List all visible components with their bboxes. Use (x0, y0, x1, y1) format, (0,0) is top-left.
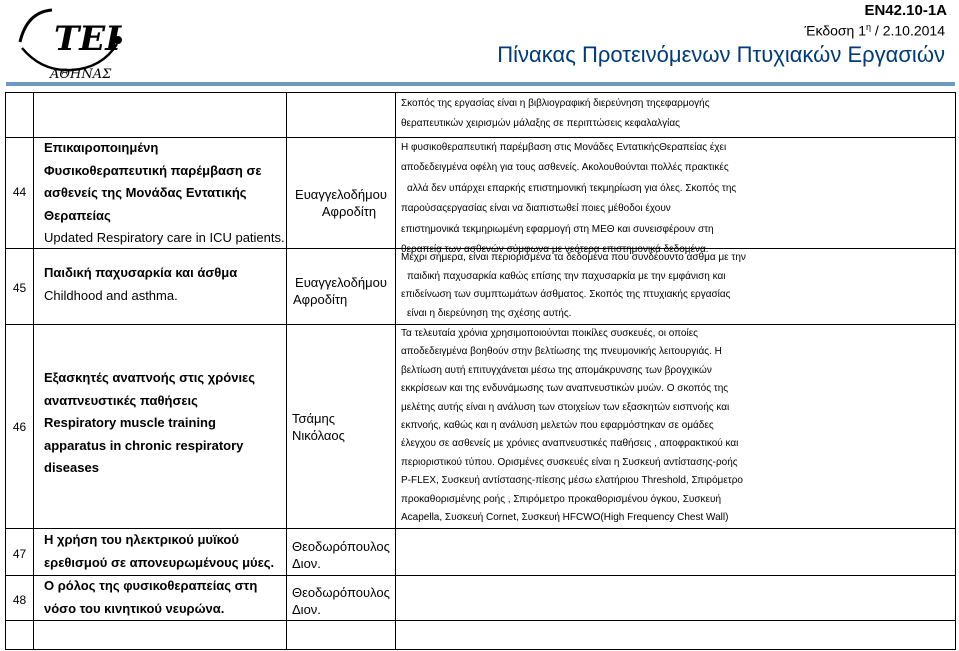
proposed-theses-table (5, 92, 956, 650)
description-line: Σκοπός της εργασίας είναι η βιβλιογραφική διερεύνηση τηςεφαρμογής (401, 98, 710, 109)
title-line: apparatus in chronic respiratory (44, 437, 244, 453)
title-line: Παιδική παχυσαρκία και άσθμα (44, 265, 238, 280)
description-line: αποδεδειγμένα οφέλη για τους ασθενείς. Ακολουθούνται πολλές πρακτικές (401, 162, 729, 174)
supervisor (287, 186, 395, 220)
edition-date: / 2.10.2014 (871, 22, 945, 39)
description-line: Μέχρι σήμερα, είναι περιορισμένα τα δεδομένα που συνδέουντο άσθμα με την (401, 252, 746, 263)
description-line: Τα τελευταία χρόνια χρησιμοποιούνται ποικίλες συσκευές, οι οποίες (401, 328, 698, 339)
description-line: θεραπευτικών χειρισμών μάλαξης σε περιπτώσεις κεφαλαλγίας (401, 118, 680, 130)
table-row (395, 94, 955, 137)
description-line: αποδεδειγμένα βοηθούν στην βελτίωσης της πνευμονικής λειτουργιάς. Η (401, 346, 722, 358)
thesis-title (34, 367, 286, 480)
supervisor-line: Διον. (292, 602, 321, 617)
title-line: Respiratory muscle training (44, 415, 216, 430)
tei-athens-logo (12, 2, 132, 82)
thesis-title (34, 529, 286, 574)
title-line: Η χρήση του ηλεκτρικού μυϊκού (44, 532, 239, 547)
supervisor-line: Θεοδωρόπουλος (292, 539, 390, 554)
supervisor-line: Διον. (292, 556, 321, 571)
description-line: παιδική παχυσαρκία καθώς επίσης την παχυσαρκία με την εμφάνιση και (407, 270, 726, 282)
supervisor-line: Ευαγγελοδήμου (295, 275, 387, 290)
document-code: EN42.10-1A (864, 2, 947, 19)
supervisor (287, 538, 395, 572)
title-line: νόσο του κινητικού νευρώνα. (44, 600, 225, 616)
supervisor (287, 410, 395, 444)
title-line: αναπνευστικές παθήσεις (44, 392, 198, 408)
row-number: 48 (12, 593, 27, 607)
thesis-title (34, 262, 286, 307)
description-line: εκκρίσεων και της ενδυνάμωσης των αναπνευστικών μυών. Ο σκοπός της (401, 383, 729, 395)
thesis-description (395, 249, 955, 323)
description-line: περιοριστικού τύπου. Ορισμένες συσκευές είναι η Συσκευή αντίστασης-ροής (401, 456, 738, 468)
supervisor-line: Αφροδίτη (293, 292, 348, 307)
title-line: Εξασκητές αναπνοής στις χρόνιες (44, 370, 255, 385)
description-line: επιστημονικά τεκμηριωμένη εφαρμογή στη ΜΕΘ και συνεισφέρουν στη (401, 223, 714, 235)
title-line: Ο ρόλος της φυσικοθεραπείας στη (44, 578, 258, 593)
edition-prefix: Έκδοση 1 (804, 22, 867, 39)
description-line: Η φυσικοθεραπευτική παρέμβαση στις Μονάδες ΕντατικήςΘεραπείας έχει (401, 142, 727, 153)
row-number: 46 (12, 420, 27, 434)
description-line: μελέτης αυτής είναι η ανάλυση των στοιχείων των εξασκητών εισπνοής και (401, 401, 730, 413)
description-line: είναι η διερεύνηση της σχέσης αυτής. (407, 307, 572, 319)
row-number: 44 (12, 185, 27, 199)
title-line-english: Childhood and asthma. (44, 287, 178, 303)
description-line: επιδείνωση των συμπτωμάτων άσθματος. Σκοπός της πτυχιακής εργασίας (401, 289, 731, 300)
title-line: Φυσικοθεραπευτική παρέμβαση σε (44, 162, 262, 178)
title-line: Επικαιροποιημένη (44, 140, 159, 155)
description-line: εκπνοής, καθώς και η ανάλυση μελετών που εφαρμόστηκαν σε ομάδες (401, 420, 714, 432)
supervisor-line: Θεοδωρόπουλος (292, 585, 390, 600)
description-line: προκαθορισμένης ροής , Σπιρόμετρο προκαθορισμένου όγκου, Συσκευή (401, 493, 722, 505)
description-line: P-FLEX, Συσκευή αντίστασης-πίεσης μέσω ελατήριου Threshold, Σπιρόμετρο (401, 475, 743, 487)
logo-graphic (12, 2, 132, 82)
supervisor (287, 274, 395, 308)
title-line: Θεραπείας (44, 207, 111, 223)
title-line: ερεθισμού σε απονευρωμένους μύες. (44, 554, 275, 570)
title-line: ασθενείς της Μονάδας Εντατικής (44, 185, 247, 200)
description-line: παρούσαςεργασίας είναι να διαπιστωθεί ποιες μέθοδοι έχουν (401, 203, 671, 215)
edition-superscript: η (866, 22, 872, 32)
row-number: 45 (12, 281, 27, 295)
description-line: αλλά δεν υπάρχει επαρκής επιστημονική τεκμηρίωση για όλες. Σκοπός της (407, 182, 737, 194)
thesis-description (395, 138, 955, 260)
supervisor-line: Ευαγγελοδήμου (295, 187, 387, 202)
supervisor (287, 584, 395, 618)
edition-info (805, 22, 945, 39)
page-title: Πίνακας Προτεινόμενων Πτυχιακών Εργασιών (497, 42, 945, 67)
description-line: Acapella, Συσκευή Cornet, Συσκευή HFCWO(High Frequency Chest Wall) (401, 512, 729, 524)
thesis-title (34, 575, 286, 620)
thesis-title (34, 137, 286, 250)
supervisor-line: Νικόλαος (292, 428, 345, 443)
description-line: θεραπεία των ασθενών σύμφωνα με νεότερα επιστημονικά δεδομένα. (401, 244, 709, 256)
thesis-description (395, 325, 955, 527)
logo-subtext: ΑΘΗΝΑΣ (50, 67, 112, 82)
logo-text: ΤΕΙ (54, 19, 122, 59)
header-divider (6, 82, 955, 86)
supervisor-line: Αφροδίτη (321, 204, 377, 219)
title-line-english: Updated Respiratory care in ICU patients. (44, 230, 285, 245)
row-number: 47 (12, 547, 27, 561)
description-line: βελτίωση αυτή επιτυγχάνεται μέσω της απομάκρυνσης των βρογχικών (401, 364, 712, 376)
supervisor-line: Τσάμης (292, 411, 336, 426)
title-line: diseases (44, 460, 99, 475)
description-line: έλεγχου σε ασθενείς με χρόνιες αναπνευστικές παθήσεις , αποφρακτικού και (401, 438, 739, 450)
